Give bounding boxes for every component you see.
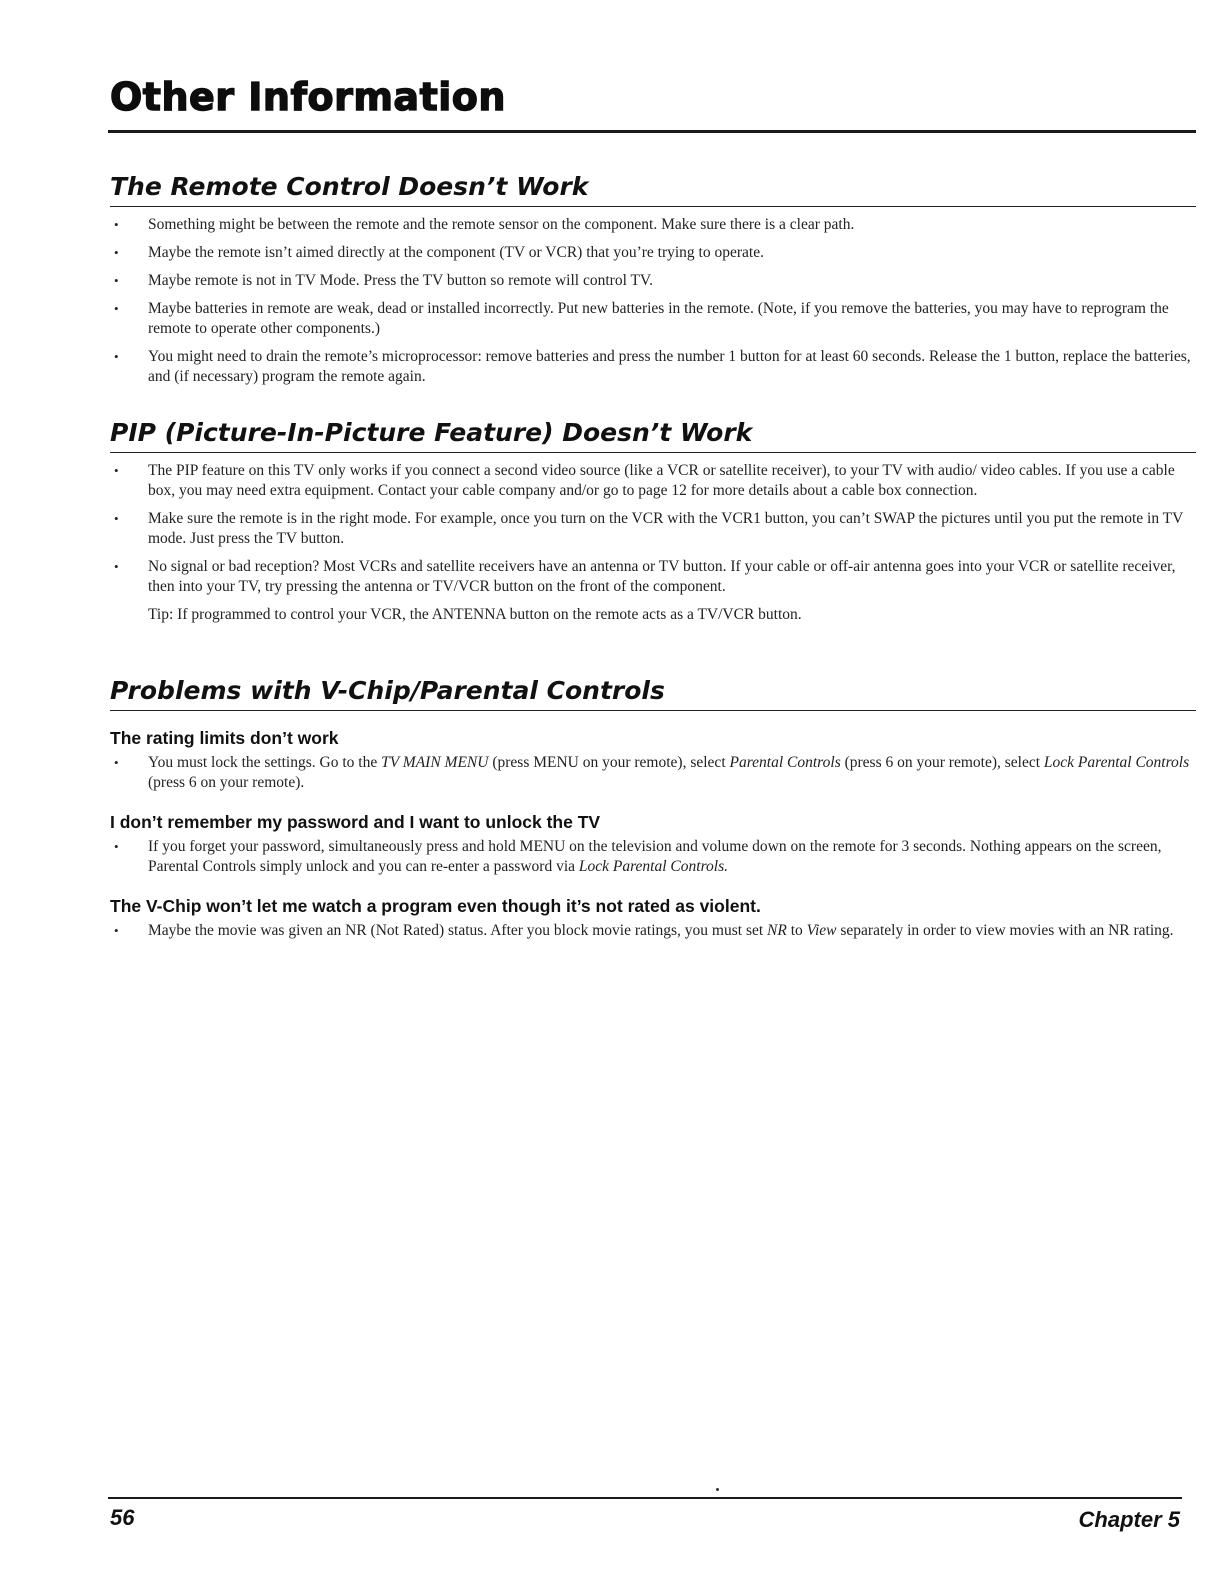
section-pip [110,418,1196,625]
text-run: (press 6 on your remote), select [840,754,1044,771]
chapter-label: Chapter 5 [1078,1507,1180,1532]
text-run: separately in order to view movies with an NR rating. [836,922,1174,939]
text-run: to [786,922,807,939]
bullet-icon: • [114,923,119,938]
list-item-text: You might need to drain the remote’s microprocessor: remove batteries and press the number 1 button for at least 60 seconds. Release the 1 button, replace the batteries, and (if necessary) program the remote again. [148,348,1191,385]
list-item [110,557,1196,597]
bullet-icon: • [114,349,119,364]
subheading-vchip-not-rated: The V-Chip won’t let me watch a program even though it’s not rated as violent. [110,896,761,916]
text-run: If you forget your password, simultaneously press and hold MENU on the television and volume down on the remote for 3 seconds. Nothing appears on the screen, Parental Controls simply unlock and you can re-enter a password via [148,838,1162,875]
remote-bullet-list [110,215,1196,387]
setting-name: NR [767,922,787,939]
bullet-icon: • [114,559,119,574]
print-speck [716,1488,719,1491]
list-item [110,215,1196,235]
menu-name: Lock Parental Controls. [578,858,728,875]
not-rated-bullet-list [110,921,1196,941]
page-number: 56 [110,1505,135,1530]
section-vchip [110,676,1196,949]
list-item [110,461,1196,501]
list-item-text: Something might be between the remote and the remote sensor on the component. Make sure there is a clear path. [148,216,855,233]
subheading-password: I don’t remember my password and I want to unlock the TV [110,812,601,832]
bullet-icon: • [114,217,119,232]
bullet-icon: • [114,245,119,260]
bullet-icon: • [114,511,119,526]
text-run: (press MENU on your remote), select [488,754,730,771]
section-heading-remote: The Remote Control Doesn’t Work [110,172,1196,207]
pip-bullet-list [110,461,1196,597]
title-rule [108,130,1196,133]
section-remote-control [110,172,1196,395]
pip-tip: Tip: If programmed to control your VCR, the ANTENNA button on the remote acts as a TV/VCR button. [148,606,802,623]
list-item [110,299,1196,339]
text-run: Maybe the movie was given an NR (Not Rated) status. After you block movie ratings, you must set [148,922,768,939]
section-heading-pip: PIP (Picture-In-Picture Feature) Doesn’t Work [110,418,1196,453]
list-item [110,347,1196,387]
list-item [110,271,1196,291]
list-item [110,509,1196,549]
list-item [110,921,1196,941]
password-bullet-list [110,837,1196,877]
section-heading-vchip: Problems with V-Chip/Parental Controls [110,676,1196,711]
list-item [110,753,1196,793]
list-item [110,837,1196,877]
list-item-text: No signal or bad reception? Most VCRs and satellite receivers have an antenna or TV button. If your cable or off-air antenna goes into your VCR or satellite receiver, then into your TV, try pressing the antenna or TV/VCR button on the front of the component. [148,558,1176,595]
bullet-icon: • [114,463,119,478]
menu-name: Lock Parental Controls [1043,754,1190,771]
bullet-icon: • [114,301,119,316]
menu-name: Parental Controls [729,754,841,771]
bullet-icon: • [114,839,119,854]
text-run: You must lock the settings. Go to the [148,754,382,771]
bullet-icon: • [114,273,119,288]
page-title: Other Information [110,75,506,119]
list-item-text: Make sure the remote is in the right mode. For example, once you turn on the VCR with the VCR1 button, you can’t SWAP the pictures until you put the remote in TV mode. Just press the TV button. [148,510,1184,547]
menu-name: TV MAIN MENU [381,754,489,771]
setting-name: View [806,922,837,939]
subheading-rating-limits: The rating limits don’t work [110,728,339,748]
footer-rule [108,1497,1182,1499]
text-run: (press 6 on your remote). [148,774,305,791]
bullet-icon: • [114,755,119,770]
list-item-text: Maybe remote is not in TV Mode. Press the TV button so remote will control TV. [148,272,654,289]
rating-bullet-list [110,753,1196,793]
list-item-text: Maybe batteries in remote are weak, dead or installed incorrectly. Put new batteries in the remote. (Note, if you remove the batteries, you may have to reprogram the remote to operate other components.) [148,300,1169,337]
list-item [110,243,1196,263]
list-item-text: Maybe the remote isn’t aimed directly at the component (TV or VCR) that you’re trying to operate. [148,244,764,261]
list-item-text: The PIP feature on this TV only works if you connect a second video source (like a VCR or satellite receiver), to your TV with audio/ video cables. If you use a cable box, you may need extra equipment. Contact your cable company and/or go to page 12 for more details about a cable box connection. [148,462,1175,499]
